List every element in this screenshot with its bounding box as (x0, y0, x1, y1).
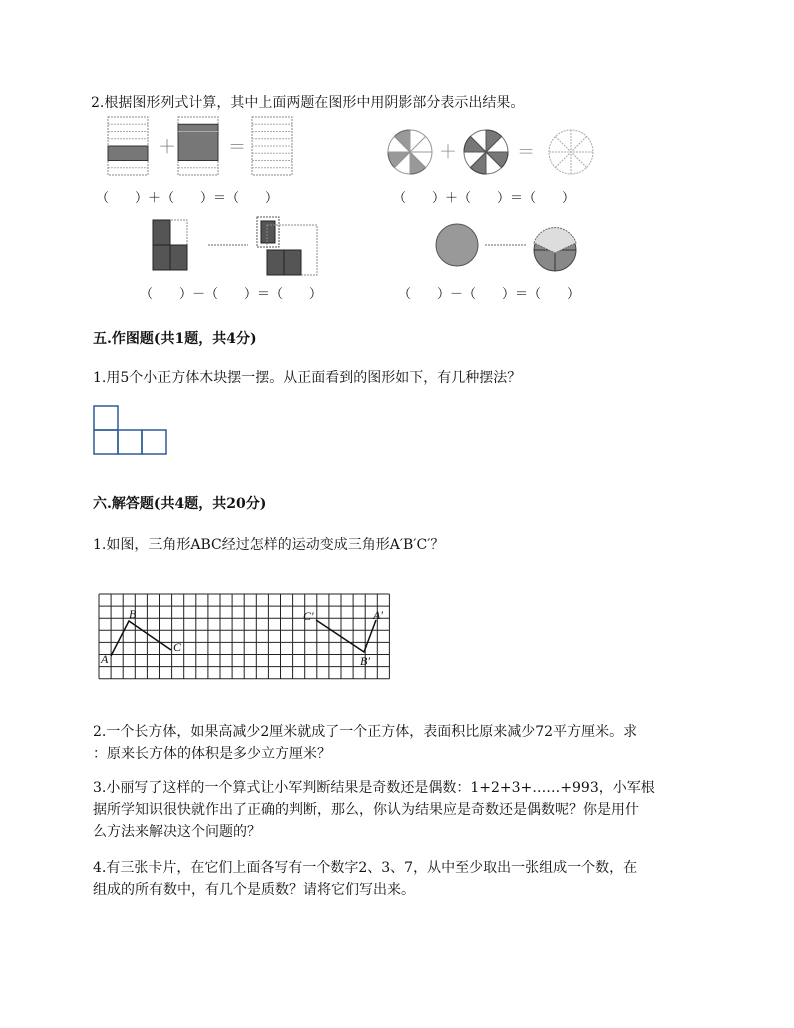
square-2 (257, 217, 317, 275)
label-c-prime: C′ (303, 609, 314, 623)
section-6-question-1: 1.如图，三角形ABC经过怎样的运动变成三角形A′B′C′？ (93, 537, 445, 553)
blank-top-left: （ ）＋（ ）＝（ ） (96, 191, 279, 206)
section-6-question-3-line-3: 么方法来解决这个问题的？ (93, 824, 261, 840)
square-1 (153, 220, 187, 270)
label-a: A (101, 652, 109, 666)
plus-sign: ＋ (158, 137, 176, 158)
front-view-cubes (93, 405, 173, 457)
equals-sign: ＝ (517, 142, 535, 163)
question-2-text: 2.根据图形列式计算，其中上面两题在图形中用阴影部分表示出结果。 (91, 95, 525, 111)
label-b-prime: B′ (360, 654, 370, 668)
section-6-question-4-line-2: 组成的所有数中，有几个是质数？请将它们写出来。 (93, 882, 415, 898)
full-circle (436, 224, 478, 266)
section-6-question-2-line-2: ：原来长方体的体积是多少立方厘米？ (93, 746, 331, 762)
triangle-grid (98, 593, 393, 685)
circle-subtraction-figure (430, 215, 590, 275)
equals-sign: ＝ (228, 137, 246, 158)
circle-addition-figure (385, 125, 605, 185)
blank-bottom-right: （ ）－（ ）＝（ ） (398, 287, 581, 302)
section-5-heading: 五.作图题(共1题，共4分) (93, 331, 257, 347)
label-a-prime: A′ (373, 608, 383, 622)
section-6-question-3-line-1: 3.小丽写了这样的一个算式让小军判断结果是奇数还是偶数：1+2+3+……+993，小军根 (93, 780, 655, 796)
label-b: B (129, 607, 137, 621)
square-subtraction-figure (150, 215, 330, 280)
section-6-question-4-line-1: 4.有三张卡片，在它们上面各写有一个数字2、3、7，从中至少取出一张组成一个数，在 (93, 860, 638, 876)
blank-bottom-left: （ ）－（ ）＝（ ） (140, 287, 323, 302)
cut-circle (534, 228, 576, 271)
section-5-question-1: 1.用5个小正方体木块摆一摆。从正面看到的图形如下，有几种摆法？ (93, 370, 522, 386)
blank-top-right: （ ）＋（ ）＝（ ） (393, 191, 576, 206)
triangle-a2b2c2 (316, 620, 376, 652)
rectangle-1 (108, 117, 148, 175)
circle-2 (464, 130, 508, 174)
label-c: C (173, 640, 182, 654)
rectangle-addition-figure (100, 115, 300, 185)
section-6-question-2-line-1: 2.一个长方体，如果高减少2厘米就成了一个正方体，表面积比原来减少72平方厘米。求 (93, 724, 638, 740)
rectangle-2 (178, 117, 218, 175)
plus-sign: ＋ (439, 142, 457, 163)
section-6-heading: 六.解答题(共4题，共20分) (93, 496, 267, 512)
circle-1 (388, 130, 432, 174)
rectangle-3 (252, 117, 292, 175)
section-6-question-3-line-2: 据所学知识很快就作出了正确的判断，那么，你认为结果应是奇数还是偶数呢？你是用什 (93, 802, 639, 818)
triangle-abc (111, 621, 171, 656)
circle-3 (549, 130, 593, 174)
